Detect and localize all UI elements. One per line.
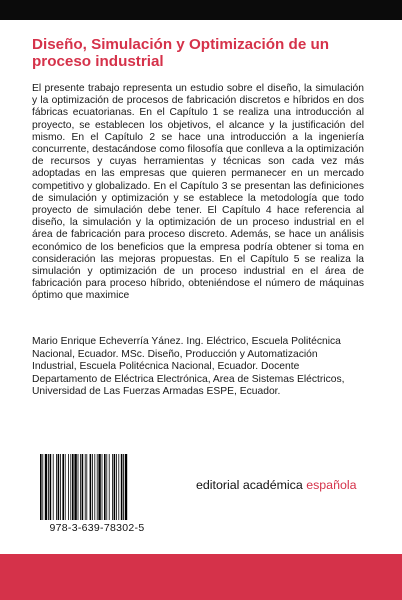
barcode bbox=[28, 452, 166, 544]
top-band bbox=[0, 0, 402, 20]
publisher-name bbox=[196, 478, 357, 492]
book-title: Diseño, Simulación y Optimización de un proceso industrial bbox=[32, 36, 330, 70]
barcode-bars bbox=[40, 454, 154, 520]
author-bio: Mario Enrique Echeverría Yánez. Ing. Eléctrico, Escuela Politécnica Nacional, Ecuador. MSc. Diseño, Producción y Automatización Industrial, Escuela Politécnica Nacional, Ecuador. Docente Departamento de Eléctrica Electrónica, Area de Sistemas Eléctricos, Universidad de Las Fuerzas Armadas ESPE, Ecuador. bbox=[32, 336, 345, 398]
bottom-band bbox=[0, 554, 402, 600]
book-description: El presente trabajo representa un estudio sobre el diseño, la simulación y la optimización de procesos de fabricación discretos e híbridos en dos fábricas ecuatorianas. En el Capítulo 1 se realiza una introducción al proyecto, se establecen los objetivos, el alcance y la justificación del mismo. En el Capítulo 2 se hace una introducción a la ingeniería concurrente, destacándose como filosofía que conlleva a la optimización de recursos y cuyas herramientas y técnicas son cada vez más adoptadas en las empresas que quieren permanecer en un mercado competitivo y globalizado. En el Capítulo 3 se presentan las definiciones de simulación y optimización y se establece la metodología que todo proyecto de simulación debe tener. El Capítulo 4 hace referencia al diseño, la simulación y la optimización de un proceso industrial en el área de fabricación para proceso discreto. Además, se hace un análisis económico de los beneficios que la empresa podría obtener si toma en consideración las mejoras propuestas. En el Capítulo 5 se realiza la simulación y optimización de un proceso industrial en el área de fabricación para proceso híbrido, obteniéndose el número de máquinas óptimo que maximice bbox=[32, 83, 364, 302]
publisher-name-main: editorial académica bbox=[196, 478, 307, 492]
publisher-name-accent: española bbox=[306, 478, 357, 492]
isbn-number: 978-3-639-78302-5 bbox=[49, 522, 145, 534]
